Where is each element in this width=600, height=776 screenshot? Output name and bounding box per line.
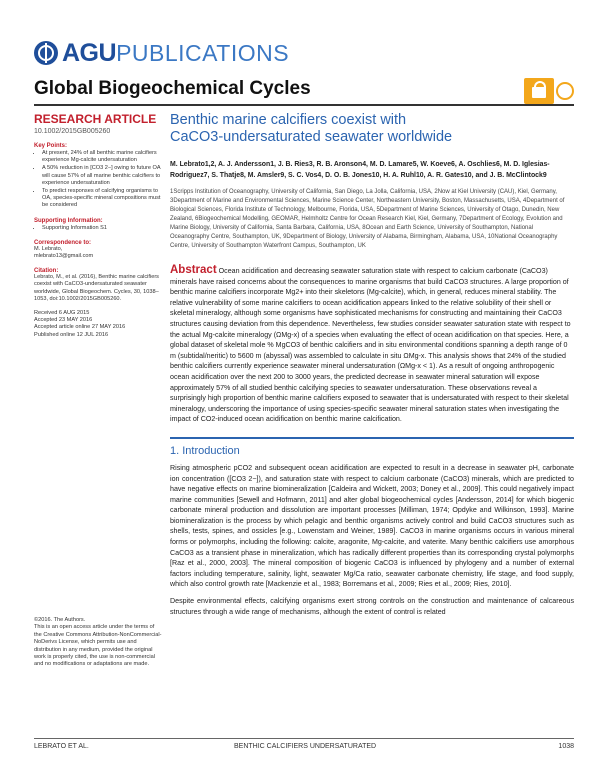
doi-link[interactable]: 10.1002/2015GB005260 — [34, 128, 111, 135]
paragraph: Rising atmospheric pCO2 and subsequent ocean acidification are expected to result in a decrease in seawater pH, carbonate ion concentration ([CO3 2−]), and saturation state with respect to calcium carbonate (CaCO3) minerals, which are predicted to have negative effects on marine biomineralization [Caldeira and Wickett, 2003; Doney et al., 2009]. This could negatively impact marine communities [Sewell and Hofmann, 2011] and alter global biogeochemical cycles [Andersson, 2014] for which biogenic carbonate mineral production and dissolution are important processes [Milliman, 1974; Opdyke and Wilkinson, 1993]. Marine biomineralization is the process by which pelagic and benthic organisms actively control and build CaCO3 structures such as shells, tests, spines, and ossicles [e.g., Lowenstam and Weiner, 1989]. CaCO3 in marine organisms occurs in various mineral forms or polymorphs, including the following: calcite, aragonite, Mg-calcite, and vaterite. Many benthic calcifiers use amorphous CaCO3 as a transient phase in mineralization, which has radically different properties than its corresponding crystal polymorphs [Raz et al., 2000, 2003]. The mineral composition of biogenic CaCO3 is influenced by phylogeny and a number of external factors including temperature, salinity, light, seawater Mg/Ca ratio, seawater carbonate chemistry, life stage, and food supply, which also control growth rate [Mackenzie et al., 1983; Borremans et al., 2009; Ries et al., 2009; Ries, 2010]. — [170, 463, 574, 589]
agu-globe-icon — [34, 41, 58, 65]
open-access-lock-icon — [524, 78, 554, 104]
date-accepted-online: Accepted article online 27 MAY 2016 — [34, 324, 126, 331]
introduction-body — [170, 463, 574, 617]
open-access-circle-icon — [556, 82, 574, 100]
title-line: Benthic marine calcifiers coexist with — [170, 112, 407, 128]
license-text: This is an open access article under the terms of the Creative Commons Attribution-NonCommercial-NoDerivs License, which permits use and distribution in any medium, provided the original work is properly cited, the use is non-commercial and no modifications or adaptations are made. — [34, 624, 162, 668]
author-list: M. Lebrato1,2, A. J. Andersson1, J. B. Ries3, R. B. Aronson4, M. D. Lamare5, W. Koeve6, A. Oschlies6, M. D. Iglesias-Rodriguez7, S. Thatje8, M. Amsler9, S. C. Vos4, D. O. B. Jones10, H. A. Ruhl10, A. R. Gates10, and J. B. McClintock9 — [170, 161, 550, 179]
page-number: 1038 — [558, 743, 574, 750]
supporting-info-heading: Supporting Information: — [34, 217, 103, 224]
citation-heading: Citation: — [34, 268, 59, 275]
correspondence-heading: Correspondence to: — [34, 239, 92, 246]
abstract — [170, 265, 574, 425]
title-line: CaCO3-undersaturated seawater worldwide — [170, 129, 453, 145]
footer-running-title: BENTHIC CALCIFIERS UNDERSATURATED — [234, 743, 377, 750]
affiliations: 1Scripps Institution of Oceanography, University of California, San Diego, La Jolla, California, USA, 2Now at Kiel University (CAU), Kiel, Germany, 3Department of Marine and Environmental Sciences, Marine Science Center, Northeastern University, Boston, Massachusetts, USA, 4Department of Biological Sciences, Florida Institute of Technology, Melbourne, Florida, USA, 5Department of Marine Sciences, University of Otago, Dunedin, New Zealand, 6Biogeochemical Modelling, GEOMAR, Helmholtz Centre for Ocean Research Kiel, Kiel, Germany, 7Department of Ecology, Evolution and Marine Biology, University of California, Santa Barbara, California, USA, 8Ocean and Earth Science, University of Southampton, National Oceanography Centre, Southampton, UK, 9Department of Biology, University of Alabama, Birmingham, Alabama, USA, 10National Oceanography Centre, University of Southampton Waterfront Campus, Southampton, UK — [170, 189, 565, 249]
key-points — [34, 150, 162, 210]
key-points-heading: Key Points: — [34, 143, 68, 149]
article-dates — [34, 310, 162, 339]
header-rule — [34, 104, 574, 106]
main-column — [170, 112, 574, 623]
article-title — [170, 112, 574, 146]
date-received: Received 6 AUG 2015 — [34, 310, 90, 317]
correspondence-email[interactable]: mlebrato13@gmail.com — [34, 253, 94, 260]
section-heading-introduction: 1. Introduction — [170, 444, 240, 457]
key-point-item: • At present, 24% of all benthic marine calcifiers experience Mg-calcite undersaturation — [42, 150, 162, 164]
section-rule — [170, 437, 574, 439]
abstract-text: Ocean acidification and decreasing seawater saturation state with respect to calcium carbonate (CaCO3) minerals have raised concerns about the consequences to marine organisms that build CaCO3 structures. A large proportion of benthic marine calcifiers incorporate Mg2+ into their skeletons (Mg-calcite), which, in general, reduces mineral stability. The relative vulnerability of some marine calcifiers to ocean acidification appears linked to the relative solubility of their shell or skeletal mineralogy, although some organisms have sophisticated mechanisms for constructing and maintaining their CaCO3 structures causing deviation from this dependence. Nevertheless, few studies consider seawater saturation state with respect to the actual Mg-calcite mineralogy (ΩMg-x) of a species when evaluating the effect of ocean acidification on that species. Here, a global dataset of skeletal mole % MgCO3 of benthic calcifiers and in situ environmental conditions spanning a depth range of 0 m (subtidal/neritic) to 5600 m (abyssal) was assembled to calculate in situ ΩMg-x. This analysis shows that 24% of the studied benthic calcifiers currently experience seawater mineral undersaturation (ΩMg-x < 1). As a result of ongoing anthropogenic ocean acidification over the next 200 to 3000 years, the predicted decrease in seawater mineral saturation will expose approximately 57% of all studied benthic calcifying species to seawater undersaturation. These observations reveal a surprisingly high proportion of benthic marine calcifiers exposed to seawater that is undersaturated with respect to their skeletal mineralogy, underscoring the importance of using species-specific seawater mineral saturation states when investigating the impact of CO2-induced ocean acidification on benthic marine calcification. — [170, 267, 571, 424]
abstract-heading: Abstract — [170, 264, 217, 276]
correspondence-name: M. Lebrato, — [34, 245, 63, 252]
supporting-info — [34, 225, 162, 232]
agu-publications-logo[interactable] — [34, 38, 289, 68]
copyright-text: ©2016. The Authors. — [34, 617, 86, 623]
license-block — [34, 617, 162, 669]
logo-publications-text: PUBLICATIONS — [116, 39, 290, 66]
paragraph: Despite environmental effects, calcifying organisms exert strong controls on the construction and maintenance of calcareous structures through a wide range of mechanisms, although the extent of control is related — [170, 597, 574, 616]
supporting-info-link[interactable]: • Supporting Information S1 — [42, 225, 162, 232]
footer-authors: LEBRATO ET AL. — [34, 743, 89, 750]
date-published: Published online 12 JUL 2016 — [34, 331, 109, 338]
sidebar — [34, 112, 162, 339]
journal-title[interactable]: Global Biogeochemical Cycles — [34, 78, 311, 99]
article-type: RESEARCH ARTICLE — [34, 112, 157, 126]
citation-text: Lebrato, M., et al. (2016), Benthic marine calcifiers coexist with CaCO3-undersaturated seawater worldwide, Global Biogeochem. Cycles, 30, 1038–1053, doi:10.1002/2015GB005260. — [34, 274, 159, 302]
footer-rule — [34, 738, 574, 739]
logo-agu-text: AGU — [62, 38, 117, 67]
date-accepted: Accepted 23 MAY 2016 — [34, 317, 93, 324]
key-point-item: • To predict responses of calcifying organisms to OA, species-specific mineral compositions must be considered — [42, 188, 162, 210]
key-point-item: • A 50% reduction in [CO3 2−] owing to future OA will cause 57% of all marine benthic calcifiers to experience undersaturation — [42, 165, 162, 187]
